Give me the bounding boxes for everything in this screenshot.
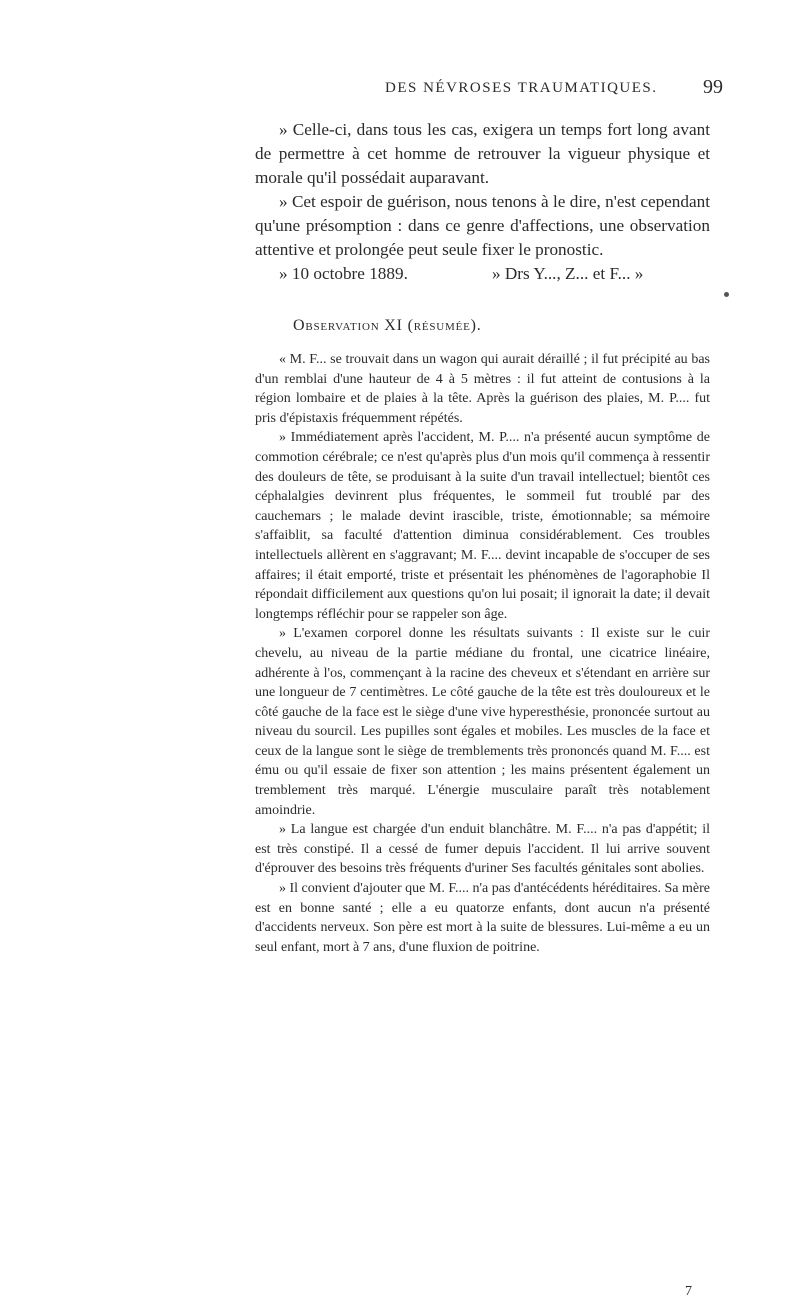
- date-line: » 10 octobre 1889.: [279, 264, 408, 283]
- signature-line: » Drs Y..., Z... et F... »: [492, 264, 644, 283]
- running-head: DES NÉVROSES TRAUMATIQUES.: [385, 80, 658, 96]
- paragraph: » Cet espoir de guérison, nous tenons à le dire, n'est cependant qu'une présomption : dans ce genre d'affections, une observation attentive et prolongée peut seule fixer le pronostic.: [255, 192, 710, 259]
- signature-mark: 7: [685, 1284, 692, 1299]
- paragraph: » Immédiatement après l'accident, M. P.... n'a présenté aucun symptôme de commotion cérébrale; ce n'est qu'après plus d'un mois qu'il commença à ressentir des douleurs de tête, se produisant à la suite d'un travail intellectuel; bientôt ces céphalalgies devinrent plus fréquentes, le sommeil fut troublé par des cauchemars ; le malade devint irascible, triste, émotionnable; sa mémoire s'affaiblit, sa faculté d'attention diminua considérablement. Ces troubles intellectuels allèrent en s'aggravant; M. F.... devint incapable de s'occuper de ses affaires; il était emporté, triste et présentait les phénomènes de l'agoraphobie Il répondait difficilement aux questions qu'on lui posait; il ignorait la date; il devait longtemps réfléchir pour se rappeler son âge.: [255, 430, 710, 622]
- paragraph: » L'examen corporel donne les résultats suivants : Il existe sur le cuir chevelu, au niveau de la partie médiane du frontal, une cicatrice linéaire, adhérente à l'os, commençant à la racine des cheveux et s'étendant en arrière sur une longueur de 7 centimètres. Le côté gauche de la tête est très douloureux et le côté gauche de la face est le siège d'une vive hyperesthésie, prononcée surtout au niveau du sourcil. Les pupilles sont égales et mobiles. Les muscles de la face et ceux de la langue sont le siège de tremblements très prononcés quand M. F.... est ému ou qu'il essaie de fixer son attention ; les mains présentent également un tremblement très marqué. L'énergie musculaire paraît très notablement amoindrie.: [255, 626, 710, 818]
- ink-spot: [724, 292, 729, 297]
- page-number: 99: [703, 76, 723, 98]
- closing-report-text: [255, 118, 710, 286]
- section-heading: Observation XI (résumée).: [293, 317, 482, 334]
- paragraph: » Il convient d'ajouter que M. F.... n'a pas d'antécédents héréditaires. Sa mère est en bonne santé ; elle a eu quatorze enfants, dont aucun n'a présenté d'accidents nerveux. Son père est mort à la suite de blessures. Lui-même a eu un seul enfant, mort à 7 ans, d'une fluxion de poitrine.: [255, 881, 710, 955]
- paragraph: » La langue est chargée d'un enduit blanchâtre. M. F.... n'a pas d'appétit; il est très constipé. Il a cessé de fumer depuis l'accident. Il lui arrive souvent d'éprouver des besoins très fréquents d'uriner Ses facultés génitales sont abolies.: [255, 822, 710, 877]
- paragraph: » Celle-ci, dans tous les cas, exigera un temps fort long avant de permettre à cet homme de retrouver la vigueur physique et morale qu'il possédait auparavant.: [255, 120, 710, 187]
- paragraph: « M. F... se trouvait dans un wagon qui aurait déraillé ; il fut précipité au bas d'un remblai d'une hauteur de 4 à 5 mètres : il fut atteint de contusions à la région lombaire et de plaies à la tête. Après la guérison des plaies, M. P.... fut pris d'épistaxis fréquemment répétés.: [255, 352, 710, 426]
- observation-text: [255, 350, 710, 957]
